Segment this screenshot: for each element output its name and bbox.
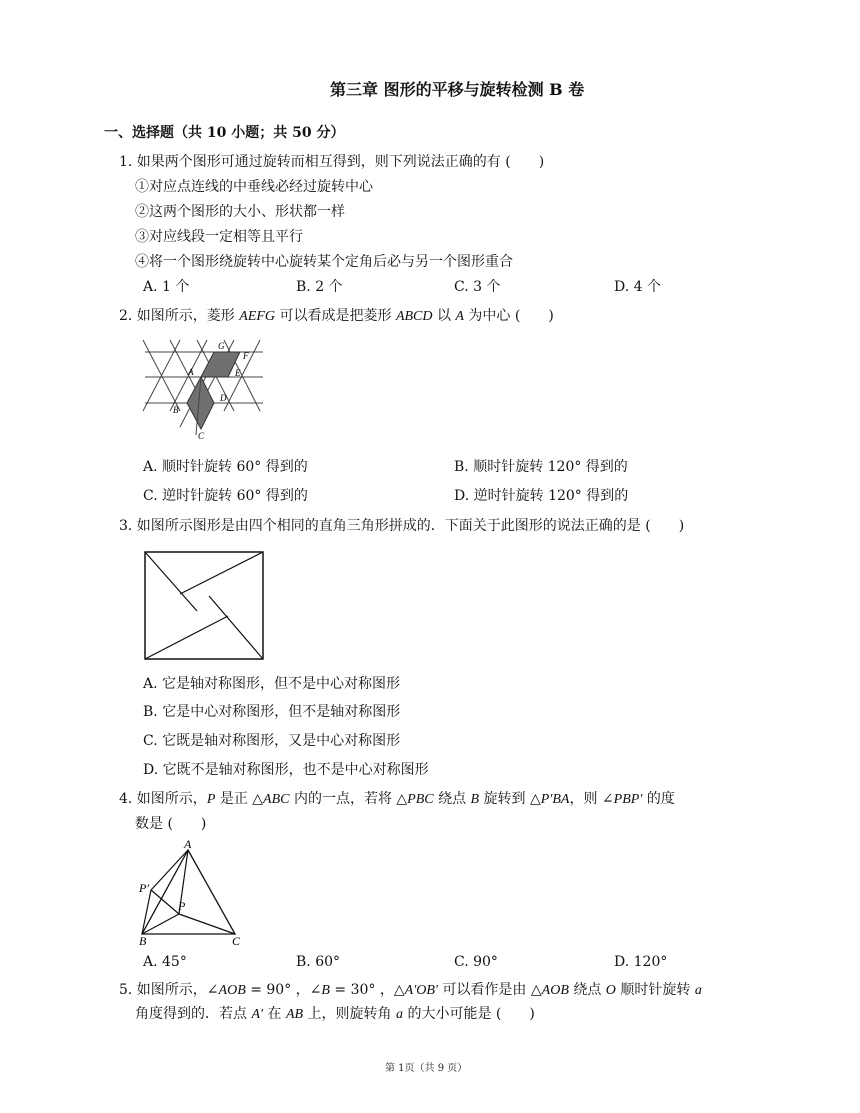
option-c[interactable]: C. 它既是轴对称图形，又是中心对称图形 [143, 733, 401, 749]
option-d[interactable]: D. 它既不是轴对称图形，也不是中心对称图形 [143, 762, 429, 778]
question-stem: 3. 如图所示图形是由四个相同的直角三角形拼成的．下面关于此图形的说法正确的是 ( ) [119, 518, 685, 534]
label-e: E [235, 368, 241, 378]
option-d[interactable]: D. 逆时针旋转 120° 得到的 [454, 488, 629, 504]
option-b[interactable]: B. 它是中心对称图形，但不是轴对称图形 [143, 704, 401, 720]
page-footer: 第 1页（共 9 页） [385, 1063, 468, 1074]
option-a[interactable]: A. 顺时针旋转 60° 得到的 [143, 459, 308, 475]
question-stem-line-1: 4. 如图所示，P 是正 △ABC 内的一点，若将 △PBC 绕点 B 旋转到 △P′BA，则 ∠PBP′ 的度 [119, 791, 675, 807]
option-c[interactable]: C. 90° [454, 954, 498, 970]
option-d[interactable]: D. 4 个 [614, 279, 661, 295]
label-f: F [243, 351, 249, 361]
section-heading: 一、选择题（共 10 小题；共 50 分） [104, 125, 345, 141]
statement-2: ②这两个图形的大小、形状都一样 [135, 204, 345, 220]
page-title: 第三章 图形的平移与旋转检测 B 卷 [330, 80, 585, 99]
question-stem: 1. 如果两个图形可通过旋转而相互得到，则下列说法正确的有 ( ) [119, 154, 545, 170]
option-d[interactable]: D. 120° [614, 954, 668, 970]
option-c[interactable]: C. 3 个 [454, 279, 501, 295]
question-stem-line-2: 数是 ( ) [135, 816, 207, 832]
statement-4: ④将一个图形绕旋转中心旋转某个定角后必与另一个图形重合 [135, 254, 513, 270]
option-b[interactable]: B. 2 个 [296, 279, 343, 295]
label-p-prime: P′ [139, 881, 149, 895]
question-stem-line-1: 5. 如图所示，∠AOB = 90° ，∠B = 30° ，△A′OB′ 可以看作是由 △AOB 绕点 O 顺时针旋转 a [119, 982, 702, 998]
statement-3: ③对应线段一定相等且平行 [135, 229, 303, 245]
label-b: B [139, 934, 147, 948]
label-d: D [220, 393, 227, 403]
rhombus-figure [140, 335, 265, 447]
label-g: G [218, 341, 225, 351]
option-a[interactable]: A. 45° [143, 954, 187, 970]
label-p: P [178, 899, 186, 913]
triangle-figure [130, 836, 252, 950]
question-stem-line-2: 角度得到的．若点 A′ 在 AB 上，则旋转角 a 的大小可能是 ( ) [135, 1006, 535, 1022]
option-b[interactable]: B. 顺时针旋转 120° 得到的 [454, 459, 628, 475]
option-a[interactable]: A. 1 个 [143, 279, 190, 295]
label-c: C [232, 934, 241, 948]
option-a[interactable]: A. 它是轴对称图形，但不是中心对称图形 [143, 676, 401, 692]
label-a: A [184, 837, 192, 851]
label-b: B [173, 405, 179, 415]
statement-1: ①对应点连线的中垂线必经过旋转中心 [135, 179, 373, 195]
question-stem: 2. 如图所示，菱形 AEFG 可以看成是把菱形 ABCD 以 A 为中心 ( ) [119, 308, 554, 324]
label-c: C [198, 431, 205, 441]
pinwheel-square-figure [143, 550, 265, 662]
label-a: A [188, 367, 194, 377]
option-c[interactable]: C. 逆时针旋转 60° 得到的 [143, 488, 308, 504]
option-b[interactable]: B. 60° [296, 954, 341, 970]
